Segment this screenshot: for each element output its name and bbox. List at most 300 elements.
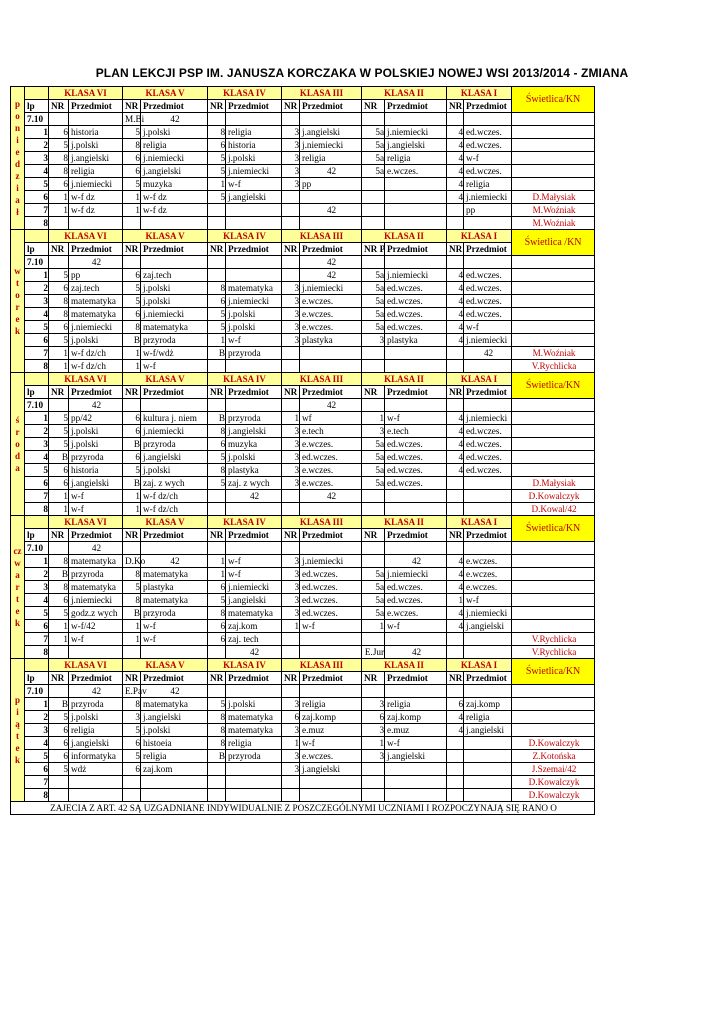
swietlica-label: Świetlica/KN [512, 373, 595, 399]
header-lp: lp [25, 672, 49, 685]
lesson-cell [447, 542, 464, 555]
subject: matematyka [69, 295, 123, 308]
class-name: KLASA I [447, 87, 512, 100]
lesson-cell [464, 399, 512, 412]
lesson-row [11, 607, 595, 620]
subject: j.angielski [385, 139, 447, 152]
subject: w-f [141, 620, 208, 633]
room-number [362, 347, 385, 360]
subject: j.angielski [69, 477, 123, 490]
subject: religia [300, 152, 362, 165]
room-number: 4 [447, 568, 464, 581]
room-number [282, 269, 300, 282]
lesson-row [11, 191, 595, 204]
subject: j.niemiecki [300, 139, 362, 152]
subject: religia [464, 178, 512, 191]
room-number: 1 [49, 204, 69, 217]
subject: przyroda [226, 347, 282, 360]
room-number: 1 [123, 503, 141, 516]
subject [385, 191, 447, 204]
lesson-cell [385, 113, 447, 126]
subject: j.angielski [300, 763, 362, 776]
class-name: KLASA IV [208, 87, 282, 100]
room-number: 1 [282, 412, 300, 425]
header-lp: lp [25, 529, 49, 542]
lesson-cell: 42 [141, 685, 208, 698]
subject: j.angielski [300, 126, 362, 139]
subject [226, 204, 282, 217]
lesson-cell [226, 256, 282, 269]
room-number: 6 [49, 178, 69, 191]
class-name: KLASA IV [208, 516, 282, 529]
subject: j.polski [69, 711, 123, 724]
subject: historia [69, 126, 123, 139]
day-letter: ł [16, 207, 19, 217]
room-number: 5a [362, 152, 385, 165]
day-label [11, 516, 25, 659]
room-number [208, 490, 226, 503]
teacher-name [512, 139, 595, 152]
subject [141, 217, 208, 230]
subject [464, 360, 512, 373]
teacher-name [512, 282, 595, 295]
day-letter: o [15, 290, 20, 300]
header-nr: NR [362, 672, 385, 685]
room-number: 3 [362, 750, 385, 763]
subject: w-f/wdż [141, 347, 208, 360]
header-subject: Przedmiot [69, 386, 123, 399]
room-number: 4 [447, 464, 464, 477]
lesson-cell: E.Pav [123, 685, 141, 698]
lesson-cell [141, 256, 208, 269]
lesson-cell [226, 542, 282, 555]
subject: j.polski [141, 295, 208, 308]
subject: religia [141, 750, 208, 763]
room-number: 8 [123, 139, 141, 152]
room-number: 8 [208, 724, 226, 737]
subject: zaj.kom [141, 763, 208, 776]
lesson-number: 6 [25, 763, 49, 776]
subject [464, 633, 512, 646]
teacher-name [512, 308, 595, 321]
room-number: 1 [123, 191, 141, 204]
subject: j.polski [226, 152, 282, 165]
subject: j.niemiecki [226, 295, 282, 308]
swietlica-label: Świetlica/KN [512, 516, 595, 542]
subject: matematyka [226, 724, 282, 737]
subject: j.angielski [69, 152, 123, 165]
header-nr: NR [447, 672, 464, 685]
subject: ed.wczes. [464, 464, 512, 477]
header-subject: Przedmiot [69, 243, 123, 256]
lesson-row [11, 711, 595, 724]
day-letter: a [15, 463, 20, 473]
subject: j.niemiecki [464, 334, 512, 347]
room-number: 3 [282, 698, 300, 711]
subject: ed.wczes. [385, 451, 447, 464]
subject [385, 490, 447, 503]
room-number [447, 477, 464, 490]
room-number [123, 776, 141, 789]
room-number: 5a [362, 321, 385, 334]
subject: informatyka [69, 750, 123, 763]
lesson-number: 4 [25, 737, 49, 750]
room-number [208, 763, 226, 776]
subject: 42 [226, 490, 282, 503]
header-subject: Przedmiot [141, 672, 208, 685]
day-letter: cz [13, 546, 22, 556]
subject: przyroda [141, 438, 208, 451]
room-number: 5a [362, 464, 385, 477]
subject: religia [385, 698, 447, 711]
subject: przyroda [69, 451, 123, 464]
room-number: 5 [123, 178, 141, 191]
class-name: KLASA IV [208, 373, 282, 386]
room-number [447, 490, 464, 503]
room-number: 6 [282, 711, 300, 724]
room-number [362, 204, 385, 217]
subject: j.angielski [226, 191, 282, 204]
room-number: 3 [282, 581, 300, 594]
lesson-number: 1 [25, 126, 49, 139]
room-number [447, 737, 464, 750]
room-number: 6 [123, 451, 141, 464]
room-number [282, 789, 300, 802]
lesson-cell: 42 [69, 399, 123, 412]
room-number: 5 [208, 152, 226, 165]
lesson-cell [282, 399, 300, 412]
subject: godz.z wych [69, 607, 123, 620]
room-number: 8 [123, 568, 141, 581]
header-subject: Przedmiot [141, 100, 208, 113]
lesson-row [11, 698, 595, 711]
subject: historia [69, 464, 123, 477]
room-number: 5 [49, 412, 69, 425]
room-number: 3 [282, 178, 300, 191]
subject: 42 [300, 165, 362, 178]
day-letter: r [15, 427, 20, 437]
lesson-row [11, 568, 595, 581]
day-letter: ą [15, 719, 20, 729]
class-name: KLASA I [447, 230, 512, 243]
room-number [447, 763, 464, 776]
day-letter: d [14, 159, 20, 169]
room-number: 4 [447, 581, 464, 594]
subject: matematyka [226, 607, 282, 620]
subject [385, 347, 447, 360]
room-number [282, 217, 300, 230]
day-letter: i [16, 183, 19, 193]
subject: ed.wczes. [385, 594, 447, 607]
room-number: 5 [208, 191, 226, 204]
room-number: B [208, 347, 226, 360]
lesson-cell [362, 542, 385, 555]
class-name: KLASA V [123, 659, 208, 672]
subject: w-f [385, 737, 447, 750]
lesson-cell [49, 399, 69, 412]
teacher-name [512, 126, 595, 139]
subject: j.polski [69, 425, 123, 438]
lesson-row [11, 347, 595, 360]
subject: plastyka [226, 464, 282, 477]
header-subject: Przedmiot [464, 529, 512, 542]
lesson-cell [362, 399, 385, 412]
room-number [49, 789, 69, 802]
subject: religia [69, 165, 123, 178]
lesson-row [11, 633, 595, 646]
room-number: 5 [49, 438, 69, 451]
lesson-row [11, 308, 595, 321]
room-number: 1 [49, 347, 69, 360]
lesson-cell: 42 [141, 113, 208, 126]
room-number [362, 763, 385, 776]
subject: matematyka [69, 555, 123, 568]
subject [464, 737, 512, 750]
subject: ed.wczes. [300, 607, 362, 620]
room-number: 1 [362, 620, 385, 633]
subject: ed.wczes. [385, 438, 447, 451]
lesson-row [11, 594, 595, 607]
lesson-row [11, 776, 595, 789]
subject: pp/42 [69, 412, 123, 425]
header-nr: NR [282, 672, 300, 685]
teacher-name [512, 412, 595, 425]
subject: w-f/42 [69, 620, 123, 633]
subject [226, 776, 282, 789]
lesson-time: 7.10 [25, 542, 49, 555]
lesson-row [11, 763, 595, 776]
subject [69, 646, 123, 659]
room-number: 4 [447, 178, 464, 191]
early-row [11, 256, 595, 269]
teacher-name [512, 568, 595, 581]
room-number: 6 [208, 620, 226, 633]
room-number: 8 [208, 711, 226, 724]
room-number [362, 191, 385, 204]
room-number [49, 776, 69, 789]
room-number: 8 [49, 581, 69, 594]
subject: j.angielski [69, 737, 123, 750]
lesson-cell [49, 542, 69, 555]
teacher-name [512, 269, 595, 282]
lesson-row [11, 139, 595, 152]
room-number: 5a [362, 308, 385, 321]
teacher-name [512, 724, 595, 737]
lesson-number: 7 [25, 204, 49, 217]
subject [300, 633, 362, 646]
early-row [11, 113, 595, 126]
subject [385, 503, 447, 516]
header-nr: NR [447, 386, 464, 399]
subject: w-f dz [69, 204, 123, 217]
subject [385, 204, 447, 217]
day-letter: t [16, 594, 19, 604]
room-number: 4 [447, 412, 464, 425]
room-number: 1 [362, 737, 385, 750]
lesson-cell [300, 685, 362, 698]
lesson-row [11, 750, 595, 763]
lesson-number: 3 [25, 295, 49, 308]
subject: 42 [226, 646, 282, 659]
teacher-name [512, 451, 595, 464]
header-subject: Przedmiot [226, 100, 282, 113]
header-nr: NR [362, 529, 385, 542]
lesson-cell [464, 113, 512, 126]
subject: j.niemiecki [141, 308, 208, 321]
lesson-row [11, 217, 595, 230]
day-letter: d [14, 451, 20, 461]
header-nr: NR [282, 100, 300, 113]
day-letter: a [15, 570, 20, 580]
subject: j.niemiecki [69, 594, 123, 607]
subject: w-f [226, 178, 282, 191]
column-header-row [11, 243, 595, 256]
lesson-cell [123, 256, 141, 269]
subject [464, 646, 512, 659]
lesson-number: 4 [25, 308, 49, 321]
lesson-number: 3 [25, 152, 49, 165]
class-name: KLASA I [447, 659, 512, 672]
subject: w-f dz/ch [69, 360, 123, 373]
lesson-cell [208, 256, 226, 269]
room-number: 5 [123, 750, 141, 763]
subject: ed.wczes. [464, 126, 512, 139]
lesson-row [11, 152, 595, 165]
room-number [208, 789, 226, 802]
room-number: 4 [447, 425, 464, 438]
lesson-number: 2 [25, 425, 49, 438]
subject: pp [300, 178, 362, 191]
room-number: 6 [123, 412, 141, 425]
lesson-row [11, 425, 595, 438]
subject: zaj.tech [69, 282, 123, 295]
subject: ed.wczes. [300, 451, 362, 464]
subject: 42 [385, 646, 447, 659]
subject: j.angielski [464, 724, 512, 737]
room-number: 8 [49, 555, 69, 568]
teacher-name: M.Woźniak [512, 217, 595, 230]
lesson-number: 3 [25, 438, 49, 451]
room-number: 3 [282, 152, 300, 165]
column-header-row [11, 386, 595, 399]
room-number: 1 [49, 360, 69, 373]
teacher-name [512, 178, 595, 191]
day-letter: z [15, 171, 20, 181]
subject: 42 [141, 555, 208, 568]
room-number: 6 [49, 321, 69, 334]
room-number: 4 [447, 191, 464, 204]
room-number: 5 [208, 477, 226, 490]
room-number: 4 [447, 269, 464, 282]
lesson-number: 4 [25, 594, 49, 607]
room-number [208, 217, 226, 230]
room-number: 3 [282, 464, 300, 477]
class-name: KLASA II [362, 659, 447, 672]
subject: j.niemiecki [385, 269, 447, 282]
room-number: 3 [282, 763, 300, 776]
subject: e.wczes. [300, 295, 362, 308]
header-nr: NR [49, 100, 69, 113]
header-subject: Przedmiot [385, 243, 447, 256]
room-number: 5a [362, 594, 385, 607]
header-subject: Przedmiot [69, 529, 123, 542]
subject: matematyka [141, 594, 208, 607]
room-number [208, 204, 226, 217]
header-subject: Przedmiot [385, 100, 447, 113]
lesson-cell [464, 685, 512, 698]
lesson-row [11, 269, 595, 282]
day-letter: k [14, 326, 20, 336]
room-number: 8 [49, 152, 69, 165]
lesson-cell [123, 542, 141, 555]
teacher-name [512, 165, 595, 178]
teacher-name [512, 321, 595, 334]
room-number [282, 191, 300, 204]
room-number: 4 [447, 607, 464, 620]
subject: j.polski [226, 451, 282, 464]
day-letter: o [15, 439, 20, 449]
subject: ed.wczes. [464, 451, 512, 464]
room-number [208, 360, 226, 373]
day-letter: w [14, 558, 21, 568]
class-header-row [11, 373, 595, 386]
teacher-name: D.Małysiak [512, 191, 595, 204]
room-number [362, 789, 385, 802]
lesson-row [11, 737, 595, 750]
subject [300, 360, 362, 373]
room-number [362, 555, 385, 568]
lesson-cell [49, 113, 69, 126]
room-number: 6 [208, 633, 226, 646]
header-subject: Przedmiot [226, 386, 282, 399]
header-nr: NR [208, 100, 226, 113]
lesson-row [11, 646, 595, 659]
room-number: 5a [362, 139, 385, 152]
room-number [447, 503, 464, 516]
room-number: 3 [362, 724, 385, 737]
room-number: 5a [362, 295, 385, 308]
lesson-cell [282, 542, 300, 555]
room-number: 4 [447, 295, 464, 308]
teacher-name: V.Rychlicka [512, 360, 595, 373]
room-number [123, 217, 141, 230]
subject: w-f [385, 620, 447, 633]
spacer-cell [25, 516, 49, 529]
room-number: 1 [49, 191, 69, 204]
lesson-number: 3 [25, 581, 49, 594]
room-number: 5 [208, 165, 226, 178]
subject: w-f [464, 321, 512, 334]
subject: w-f [226, 334, 282, 347]
subject: religia [141, 139, 208, 152]
room-number: 6 [49, 750, 69, 763]
room-number [362, 633, 385, 646]
room-number: 1 [123, 360, 141, 373]
lesson-cell [226, 113, 282, 126]
room-number: 1 [282, 620, 300, 633]
room-number: 8 [49, 165, 69, 178]
subject [69, 217, 123, 230]
subject: zaj.komp [464, 698, 512, 711]
room-number: 1 [123, 620, 141, 633]
room-number: D.Ko [123, 555, 141, 568]
lesson-time: 7.10 [25, 113, 49, 126]
lesson-number: 6 [25, 191, 49, 204]
header-nr: NR [208, 243, 226, 256]
room-number: 3 [282, 165, 300, 178]
class-name: KLASA VI [49, 659, 123, 672]
day-letter: k [14, 618, 20, 628]
